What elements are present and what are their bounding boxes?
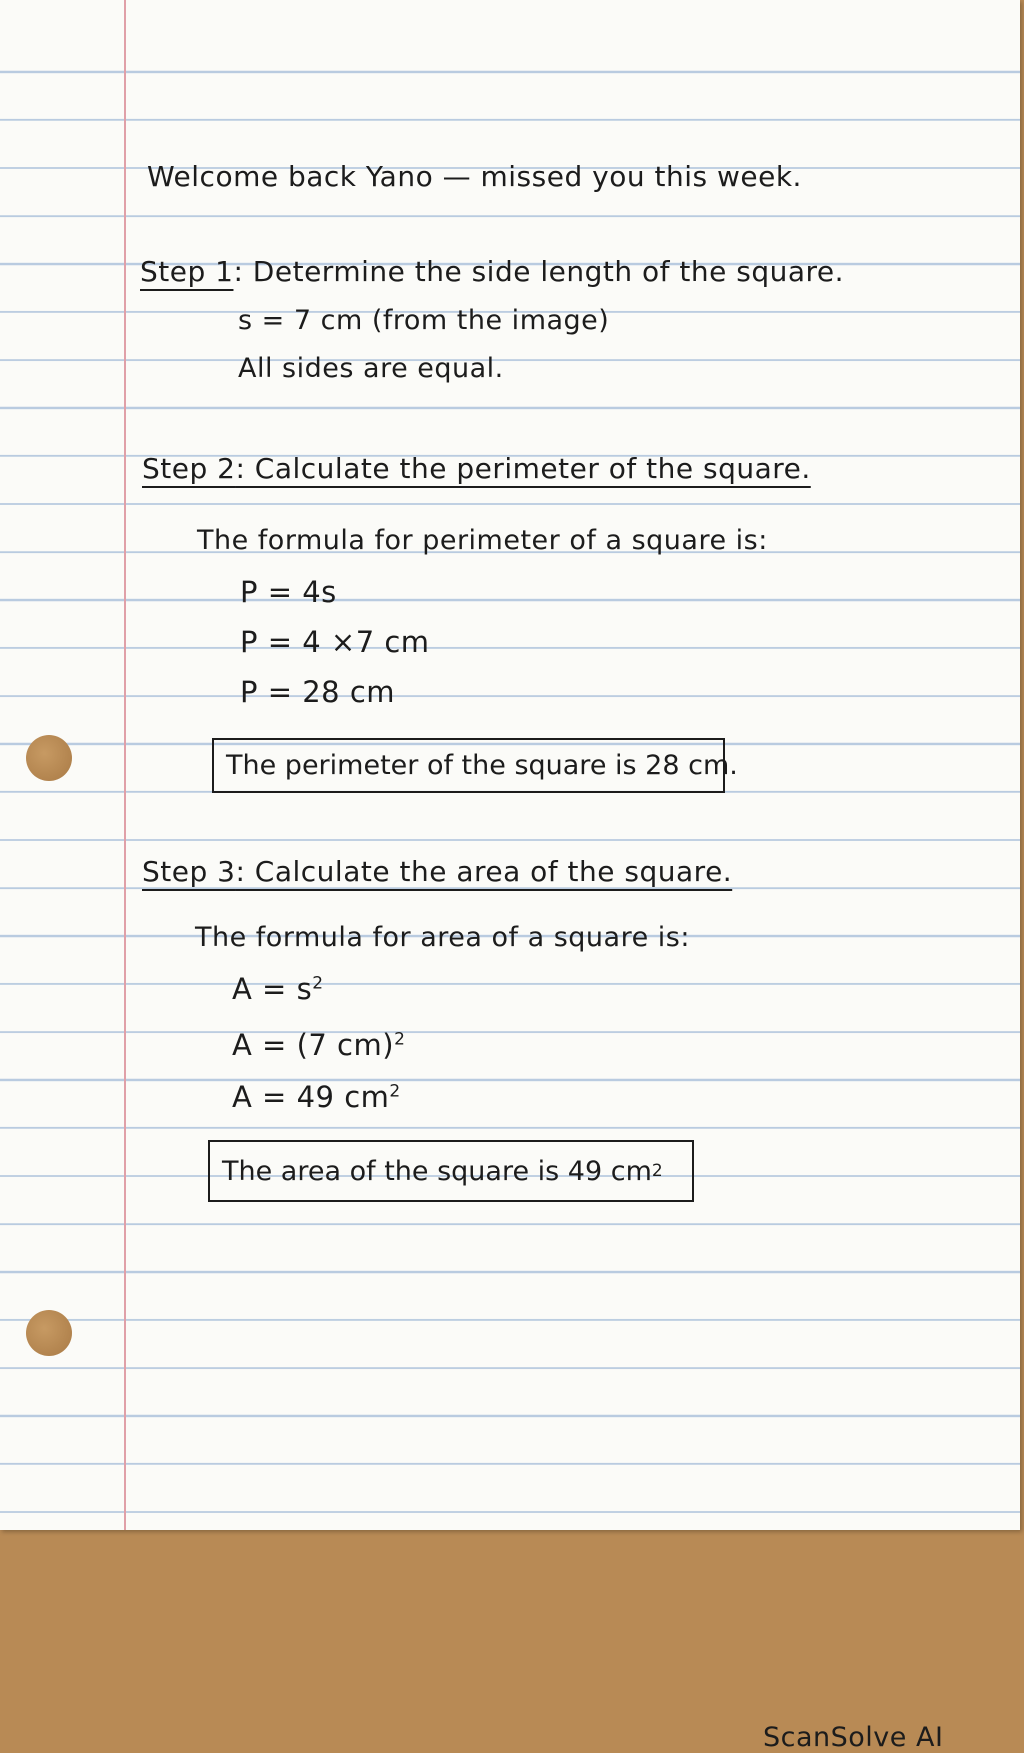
step1-title: : Determine the side length of the square. xyxy=(233,255,845,288)
step2-eq1: P = 4s xyxy=(240,575,337,609)
step3-eq2-base: A = (7 cm) xyxy=(232,1028,395,1062)
greeting-text: Welcome back Yano — missed you this week. xyxy=(147,160,802,193)
step1-line2: All sides are equal. xyxy=(238,353,504,384)
step1-heading xyxy=(140,255,844,288)
area-result-base: The area of the square is 49 cm xyxy=(222,1155,652,1187)
step2-intro: The formula for perimeter of a square is: xyxy=(197,525,768,556)
step3-label: Step 3 xyxy=(142,855,236,888)
step2-label: Step 2 xyxy=(142,452,236,485)
step2-title: : Calculate the perimeter of the square. xyxy=(235,452,811,485)
margin-line xyxy=(124,0,126,1530)
step3-eq1-base: A = s xyxy=(232,972,313,1006)
step3-eq3-base: A = 49 cm xyxy=(232,1080,390,1114)
step3-heading xyxy=(142,855,732,888)
step3-title: : Calculate the area of the square. xyxy=(235,855,733,888)
punch-hole-top xyxy=(26,735,72,781)
step3-eq2 xyxy=(232,1028,405,1062)
step2-eq3: P = 28 cm xyxy=(240,675,396,709)
step3-eq3-exp: 2 xyxy=(389,1081,401,1102)
step3-eq2-exp: 2 xyxy=(394,1029,406,1050)
perimeter-result-box xyxy=(212,738,738,793)
step3-eq3 xyxy=(232,1080,401,1114)
step2-eq2: P = 4 ×7 cm xyxy=(240,625,430,659)
perimeter-result-text: The perimeter of the square is 28 cm. xyxy=(226,750,738,781)
step2-heading xyxy=(142,452,811,485)
step3-eq1 xyxy=(232,972,324,1006)
punch-hole-bottom xyxy=(26,1310,72,1356)
step3-eq1-exp: 2 xyxy=(312,973,324,994)
step1-label: Step 1 xyxy=(140,255,234,288)
area-result-box: The area of the square is 49 cm 2 xyxy=(208,1140,694,1202)
step1-line1: s = 7 cm (from the image) xyxy=(238,305,610,336)
step3-intro: The formula for area of a square is: xyxy=(195,922,690,953)
brand-label: ScanSolve AI xyxy=(763,1722,944,1753)
